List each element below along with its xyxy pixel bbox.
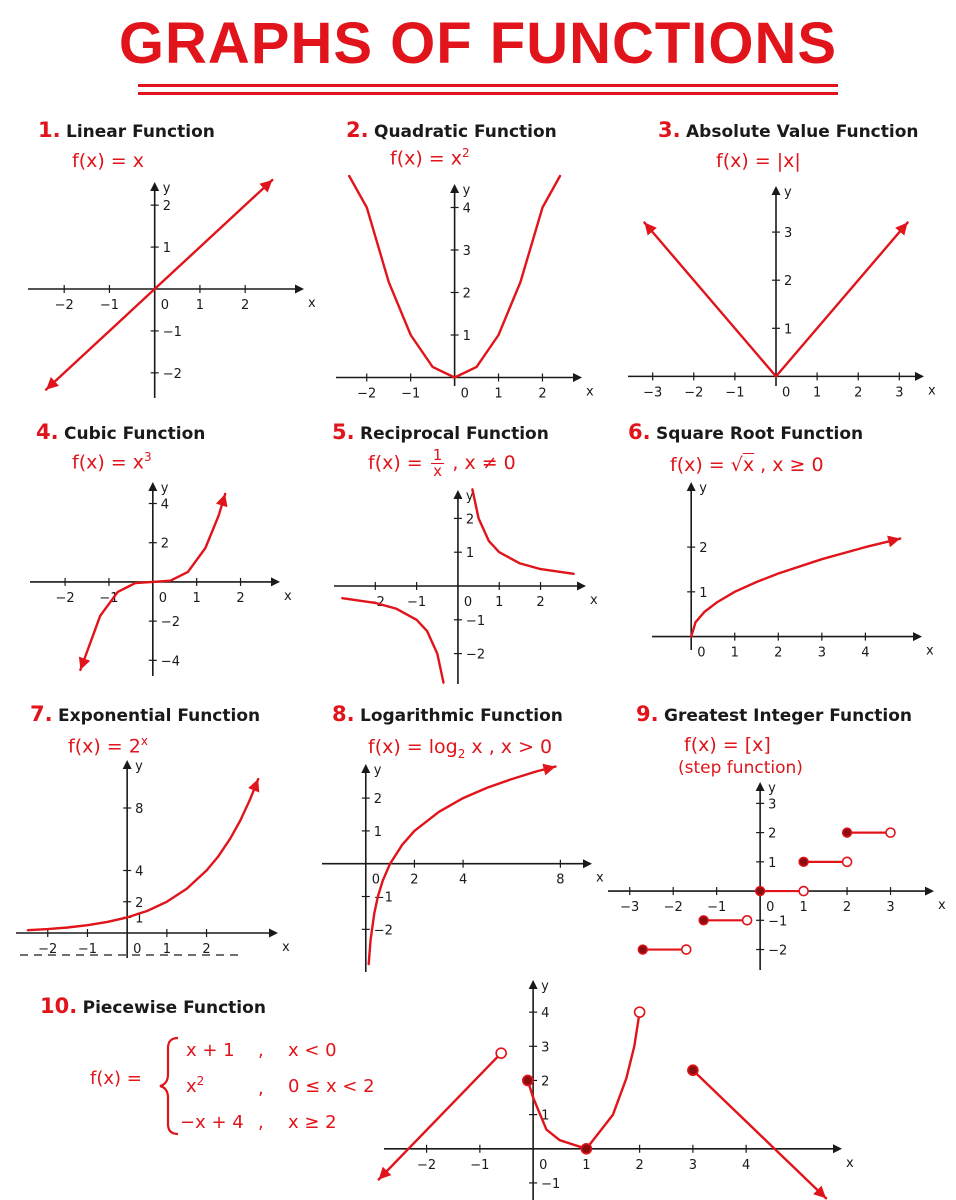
closed-point: [699, 916, 708, 925]
title-underline-1: [138, 84, 838, 87]
exponential-function-chart: [16, 758, 290, 958]
x-tick-label: −3: [643, 385, 663, 401]
x-tick-label: −2: [684, 385, 704, 401]
formula-base: 2: [457, 746, 466, 761]
y-axis-label: y: [373, 763, 382, 778]
origin-label: 0: [371, 872, 381, 888]
open-point: [843, 857, 852, 866]
panel-name: Exponential Function: [58, 706, 261, 726]
closed-point: [756, 887, 765, 896]
open-point: [682, 945, 691, 954]
closed-point: [843, 828, 852, 837]
x-axis-label: x: [590, 593, 598, 608]
y-axis-arrow: [529, 980, 538, 989]
piecewise-separator: ,: [258, 1112, 264, 1133]
reciprocal-function-chart: [334, 488, 598, 684]
panel-name: Quadratic Function: [374, 122, 557, 142]
x-axis-arrow: [295, 285, 304, 294]
formula-fraction: [431, 448, 445, 479]
formula-condition: , x > 0: [488, 736, 553, 758]
x-axis-label: x: [938, 898, 946, 914]
formula-text: f(x) = log: [368, 736, 458, 758]
origin-label: 0: [160, 298, 169, 313]
formula-condition: , x ≥ 0: [760, 454, 824, 476]
formula-text: f(x) = x: [72, 150, 145, 172]
series-arrow: [887, 536, 900, 548]
x-tick-label: −1: [99, 590, 119, 606]
panel-title-greatest-integer: [636, 702, 912, 726]
x-axis-arrow: [925, 887, 934, 896]
series-line: [693, 1070, 826, 1198]
logarithmic-function-chart: [322, 762, 604, 972]
page-title: GRAPHS OF FUNCTIONS: [118, 11, 838, 76]
x-tick-label: −2: [365, 595, 385, 610]
y-axis-label: y: [699, 481, 707, 496]
origin-label: 0: [460, 386, 469, 402]
formula-exponent: 3: [144, 450, 152, 464]
x-axis-label: x: [596, 870, 604, 886]
y-tick-label: 1: [541, 1108, 550, 1124]
piecewise-case-2-cond: 0 ≤ x < 2: [288, 1076, 375, 1097]
panel-number: 3.: [658, 118, 681, 142]
x-axis-arrow: [573, 373, 582, 382]
y-axis-label: y: [784, 185, 792, 200]
open-point: [743, 916, 752, 925]
formula-absolute: [716, 150, 801, 172]
x-axis-arrow: [915, 372, 924, 381]
panel-title-absolute: [658, 118, 919, 142]
x-tick-label: −1: [707, 900, 727, 916]
open-point: [886, 828, 895, 837]
y-tick-label: 2: [465, 512, 475, 528]
x-tick-label: 2: [410, 872, 419, 888]
x-tick-label: −2: [38, 942, 58, 957]
y-tick-label: 3: [462, 244, 471, 259]
y-tick-label: 3: [768, 797, 777, 813]
formula-exponential: [68, 734, 148, 757]
piecewise-separator: ,: [258, 1040, 264, 1061]
y-tick-label: −2: [160, 615, 180, 631]
formula-argument: x: [465, 736, 483, 758]
x-tick-label: 1: [812, 385, 822, 401]
x-axis-arrow: [271, 577, 280, 586]
x-axis-arrow: [833, 1144, 842, 1153]
formula-quadratic: [390, 146, 470, 169]
x-tick-label: −2: [417, 1157, 437, 1173]
panel-title-exponential: [30, 702, 260, 726]
formula-text: f(x) = 2: [68, 735, 141, 758]
panel-title-reciprocal: [332, 420, 549, 444]
origin-label: 0: [133, 942, 142, 957]
x-axis-label: x: [928, 383, 936, 399]
formula-exponent: x: [140, 734, 148, 748]
y-tick-label: 2: [135, 895, 144, 911]
piecewise-brace: [158, 1034, 182, 1138]
panel-number: 10.: [40, 994, 78, 1018]
y-tick-label: −4: [160, 654, 180, 670]
y-axis-arrow: [687, 482, 696, 491]
y-tick-label: 2: [768, 826, 777, 842]
x-tick-label: −2: [357, 386, 377, 402]
series-line: [369, 767, 556, 965]
formula-exponent: 2: [462, 146, 470, 160]
y-tick-label: −1: [541, 1176, 561, 1192]
x-axis-label: x: [308, 296, 316, 311]
formula-text: f(x) = x: [72, 451, 145, 474]
quadratic-function-chart: [336, 182, 594, 402]
origin-label: 0: [158, 590, 168, 606]
formula-text: f(x) =: [368, 452, 429, 474]
origin-label: 0: [539, 1157, 548, 1173]
x-tick-label: 3: [688, 1157, 698, 1173]
panel-number: 7.: [30, 702, 53, 726]
x-tick-label: 1: [195, 298, 205, 313]
x-tick-label: 4: [458, 872, 468, 888]
formula-text: f(x) = [x]: [684, 734, 771, 756]
y-tick-label: −2: [373, 923, 393, 939]
origin-label: 0: [766, 900, 775, 916]
y-axis-arrow: [772, 186, 781, 195]
x-axis-label: x: [282, 940, 290, 955]
y-tick-label: −2: [768, 943, 788, 959]
linear-function-chart: [28, 180, 316, 398]
title-underline-2: [138, 92, 838, 95]
formula-condition: , x ≠ 0: [452, 452, 516, 474]
formula-logarithmic: [368, 736, 552, 761]
y-tick-label: 2: [784, 274, 793, 290]
x-tick-label: 1: [162, 942, 171, 957]
y-tick-label: 1: [373, 824, 383, 840]
y-axis-label: y: [462, 183, 471, 198]
series-line: [472, 489, 573, 573]
y-axis-arrow: [453, 490, 462, 499]
x-tick-label: −1: [407, 595, 427, 610]
x-tick-label: 1: [799, 900, 808, 916]
y-tick-label: 8: [135, 802, 144, 817]
y-tick-label: 1: [462, 329, 471, 344]
x-tick-label: 1: [495, 595, 504, 610]
panel-number: 4.: [36, 420, 59, 444]
closed-point: [581, 1144, 591, 1154]
closed-point: [523, 1075, 533, 1085]
y-tick-label: −1: [373, 890, 393, 906]
y-tick-label: 2: [541, 1074, 550, 1090]
origin-label: 0: [697, 645, 706, 661]
y-axis-arrow: [361, 764, 370, 773]
x-axis-label: x: [586, 384, 594, 400]
y-tick-label: 4: [541, 1006, 550, 1022]
y-axis-arrow: [450, 184, 459, 193]
panel-number: 2.: [346, 118, 369, 142]
series-line: [342, 598, 443, 682]
x-axis-arrow: [577, 582, 586, 591]
y-tick-label: 3: [784, 226, 793, 242]
y-tick-label: 4: [160, 497, 170, 513]
x-tick-label: 1: [582, 1157, 591, 1173]
x-tick-label: 3: [886, 900, 895, 916]
x-tick-label: −1: [77, 942, 98, 957]
x-tick-label: 3: [817, 645, 826, 661]
y-tick-label: −1: [162, 324, 182, 340]
panel-number: 5.: [332, 420, 355, 444]
x-tick-label: −1: [99, 298, 120, 313]
formula-reciprocal: [368, 448, 516, 479]
x-tick-label: 1: [494, 386, 503, 402]
y-axis-arrow: [123, 760, 132, 769]
panel-title-piecewise: [40, 994, 266, 1018]
x-tick-label: 3: [895, 385, 904, 401]
case-expr: x: [186, 1076, 197, 1097]
absolute-value-function-chart: [628, 184, 936, 401]
x-tick-label: 2: [854, 385, 863, 401]
x-tick-label: 2: [635, 1157, 644, 1173]
formula-greatest-integer: [684, 734, 771, 756]
x-tick-label: −2: [663, 900, 683, 916]
piecewise-case-1-cond: x < 0: [288, 1040, 337, 1061]
panel-name: Reciprocal Function: [360, 424, 549, 444]
panel-name: Cubic Function: [64, 424, 206, 444]
formula-note: (step function): [678, 758, 803, 778]
x-tick-label: −3: [620, 900, 640, 916]
formula-radicand: x: [742, 454, 755, 476]
y-axis-label: y: [541, 979, 549, 994]
x-tick-label: 2: [202, 942, 211, 957]
x-tick-label: 2: [241, 298, 250, 313]
panel-name: Logarithmic Function: [360, 706, 563, 726]
piecewise-separator: ,: [258, 1078, 264, 1099]
x-axis-arrow: [269, 929, 278, 938]
panel-name: Linear Function: [66, 122, 215, 142]
y-tick-label: 1: [768, 855, 777, 871]
y-tick-label: 2: [162, 199, 171, 215]
case-exponent: 2: [196, 1074, 205, 1088]
piecewise-case-3-expr: −x + 4: [180, 1112, 244, 1133]
panel-number: 1.: [38, 118, 61, 142]
y-tick-label: 1: [162, 241, 171, 257]
y-tick-label: 1: [135, 911, 144, 927]
y-axis-label: y: [465, 489, 474, 504]
x-tick-label: 1: [730, 645, 739, 661]
panel-title-cubic: [36, 420, 205, 444]
x-tick-label: 2: [536, 595, 545, 610]
greatest-integer-function-chart: [608, 780, 946, 970]
x-axis-arrow: [583, 859, 592, 868]
y-axis-label: y: [768, 781, 776, 796]
piecewise-lhs: f(x) =: [90, 1068, 142, 1089]
x-tick-label: −2: [55, 590, 75, 606]
x-tick-label: 2: [842, 900, 852, 916]
panel-title-linear: [38, 118, 215, 142]
y-tick-label: 1: [784, 322, 793, 338]
x-axis-label: x: [926, 643, 934, 659]
panel-name: Square Root Function: [656, 424, 864, 444]
y-tick-label: −1: [465, 613, 486, 629]
x-axis-label: x: [284, 588, 292, 604]
square-root-function-chart: [652, 480, 934, 661]
x-axis-arrow: [913, 632, 922, 641]
y-tick-label: 2: [160, 536, 170, 552]
y-axis-arrow: [756, 782, 765, 791]
x-tick-label: −1: [725, 385, 745, 401]
formula-cubic: [72, 450, 152, 473]
x-tick-label: 2: [236, 590, 245, 606]
series-line: [691, 539, 900, 637]
closed-point: [799, 857, 808, 866]
panel-number: 6.: [628, 420, 651, 444]
piecewise-case-2-expr: [186, 1074, 204, 1097]
y-tick-label: 1: [699, 585, 708, 601]
y-tick-label: 1: [465, 546, 475, 562]
origin-label: 0: [782, 385, 791, 401]
panel-title-square-root: [628, 420, 863, 444]
open-point: [635, 1007, 645, 1017]
formula-linear: [72, 150, 144, 172]
y-tick-label: −2: [465, 647, 486, 663]
piecewise-case-1-expr: x + 1: [186, 1040, 235, 1061]
open-point: [496, 1048, 506, 1058]
x-tick-label: 2: [774, 645, 783, 661]
fraction-numerator: 1: [432, 446, 443, 464]
y-tick-label: 2: [462, 286, 471, 302]
y-tick-label: 2: [373, 792, 383, 808]
piecewise-function-chart: [384, 978, 854, 1200]
piecewise-case-3-cond: x ≥ 2: [288, 1112, 337, 1133]
x-tick-label: −1: [470, 1157, 490, 1173]
formula-text: f(x) = |x|: [716, 150, 801, 172]
closed-point: [638, 945, 647, 954]
panel-title-quadratic: [346, 118, 557, 142]
y-axis-label: y: [135, 759, 143, 774]
formula-square-root: [670, 454, 824, 476]
panel-number: 9.: [636, 702, 659, 726]
closed-point: [688, 1065, 698, 1075]
y-axis-label: y: [160, 481, 169, 496]
y-axis-label: y: [162, 181, 171, 196]
panel-name: Piecewise Function: [82, 998, 266, 1018]
panel-title-logarithmic: [332, 702, 563, 726]
y-tick-label: −1: [768, 914, 788, 930]
series-line: [46, 180, 272, 390]
y-axis-arrow: [150, 182, 159, 191]
brace-path: [160, 1038, 178, 1134]
x-tick-label: −2: [54, 298, 74, 313]
panel-number: 8.: [332, 702, 355, 726]
open-point: [799, 887, 808, 896]
x-tick-label: −1: [401, 386, 421, 402]
x-axis-label: x: [846, 1155, 854, 1171]
panel-name: Absolute Value Function: [686, 122, 919, 142]
y-axis-arrow: [148, 482, 157, 491]
y-tick-label: 3: [541, 1040, 550, 1056]
y-tick-label: 2: [699, 541, 708, 557]
formula-text: f(x) = x: [390, 147, 463, 170]
cubic-function-chart: [30, 480, 292, 676]
origin-label: 0: [463, 595, 473, 610]
fraction-denominator: x: [433, 462, 442, 480]
x-tick-label: 1: [192, 590, 201, 606]
panel-name: Greatest Integer Function: [664, 706, 913, 726]
y-tick-label: 4: [462, 201, 471, 217]
y-tick-label: −2: [162, 366, 182, 382]
y-tick-label: 4: [135, 864, 144, 880]
x-tick-label: 2: [538, 386, 547, 402]
formula-text: f(x) = √: [670, 454, 743, 476]
x-tick-label: 4: [741, 1157, 751, 1173]
x-tick-label: 4: [861, 645, 870, 661]
x-tick-label: 8: [556, 872, 565, 888]
series-arrow: [542, 764, 555, 776]
